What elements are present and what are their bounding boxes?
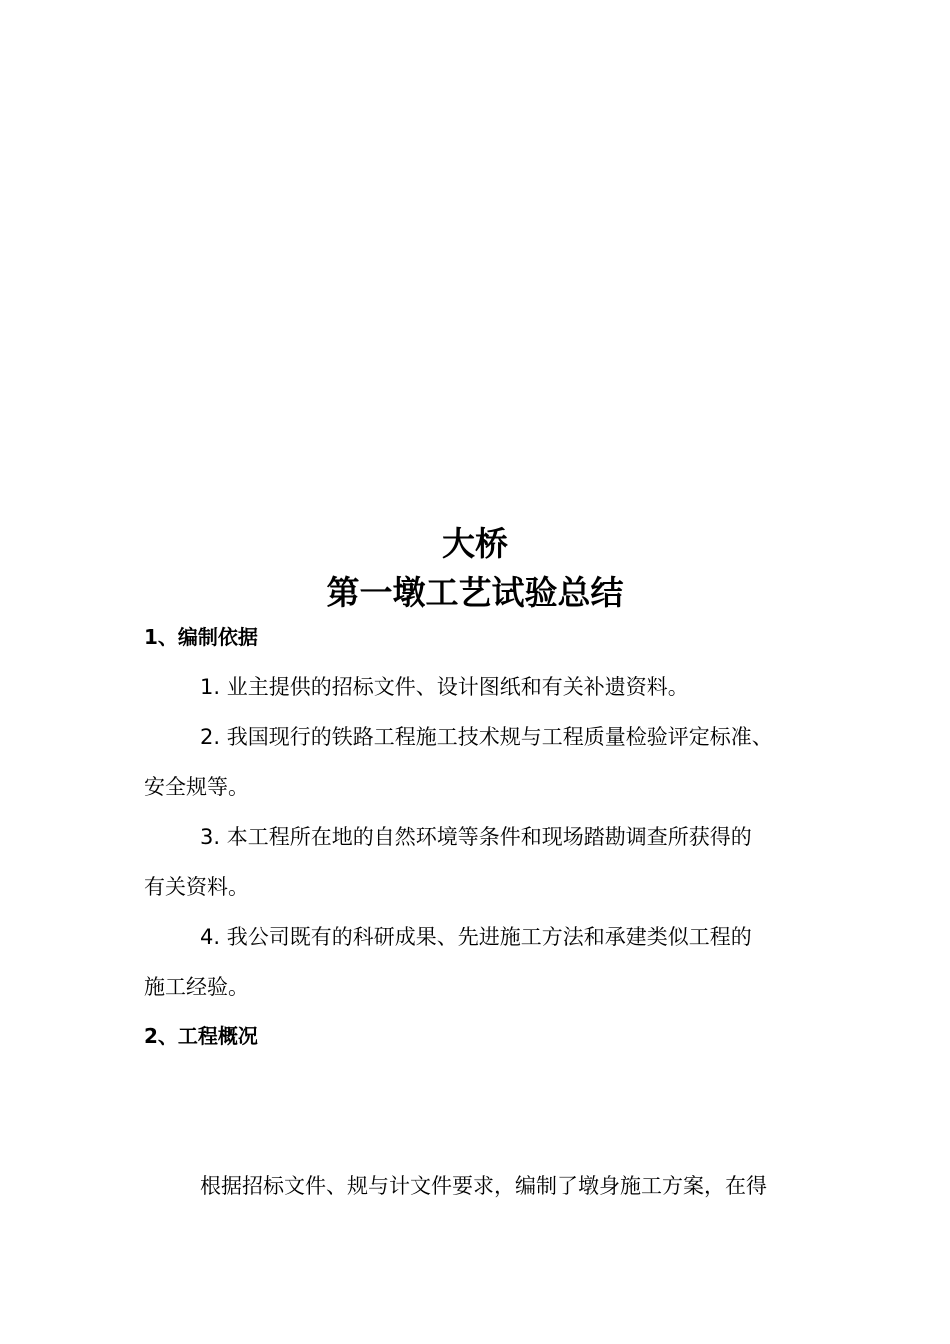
section1-heading: 1、编制依据 (144, 625, 258, 649)
paragraph-text-line1: 根据招标文件、规与计文件要求，编制了墩身施工方案，在得 (200, 1174, 767, 1198)
item2-text-line2: 安全规等。 (144, 775, 249, 799)
document-title-line1: 大桥 (442, 524, 508, 563)
item3-text-line1: 3. 本工程所在地的自然环境等条件和现场踏勘调查所获得的 (200, 825, 752, 849)
item3-text-line2: 有关资料。 (144, 875, 249, 899)
item4-text-line2: 施工经验。 (144, 975, 249, 999)
item4-text-line1: 4. 我公司既有的科研成果、先进施工方法和承建类似工程的 (200, 925, 752, 949)
item1-text: 1. 业主提供的招标文件、设计图纸和有关补遗资料。 (200, 675, 689, 699)
section2-heading: 2、工程概况 (144, 1024, 258, 1048)
item2-text-line1: 2. 我国现行的铁路工程施工技术规与工程质量检验评定标准、 (200, 725, 773, 749)
document-title-line2: 第一墩工艺试验总结 (326, 573, 624, 612)
